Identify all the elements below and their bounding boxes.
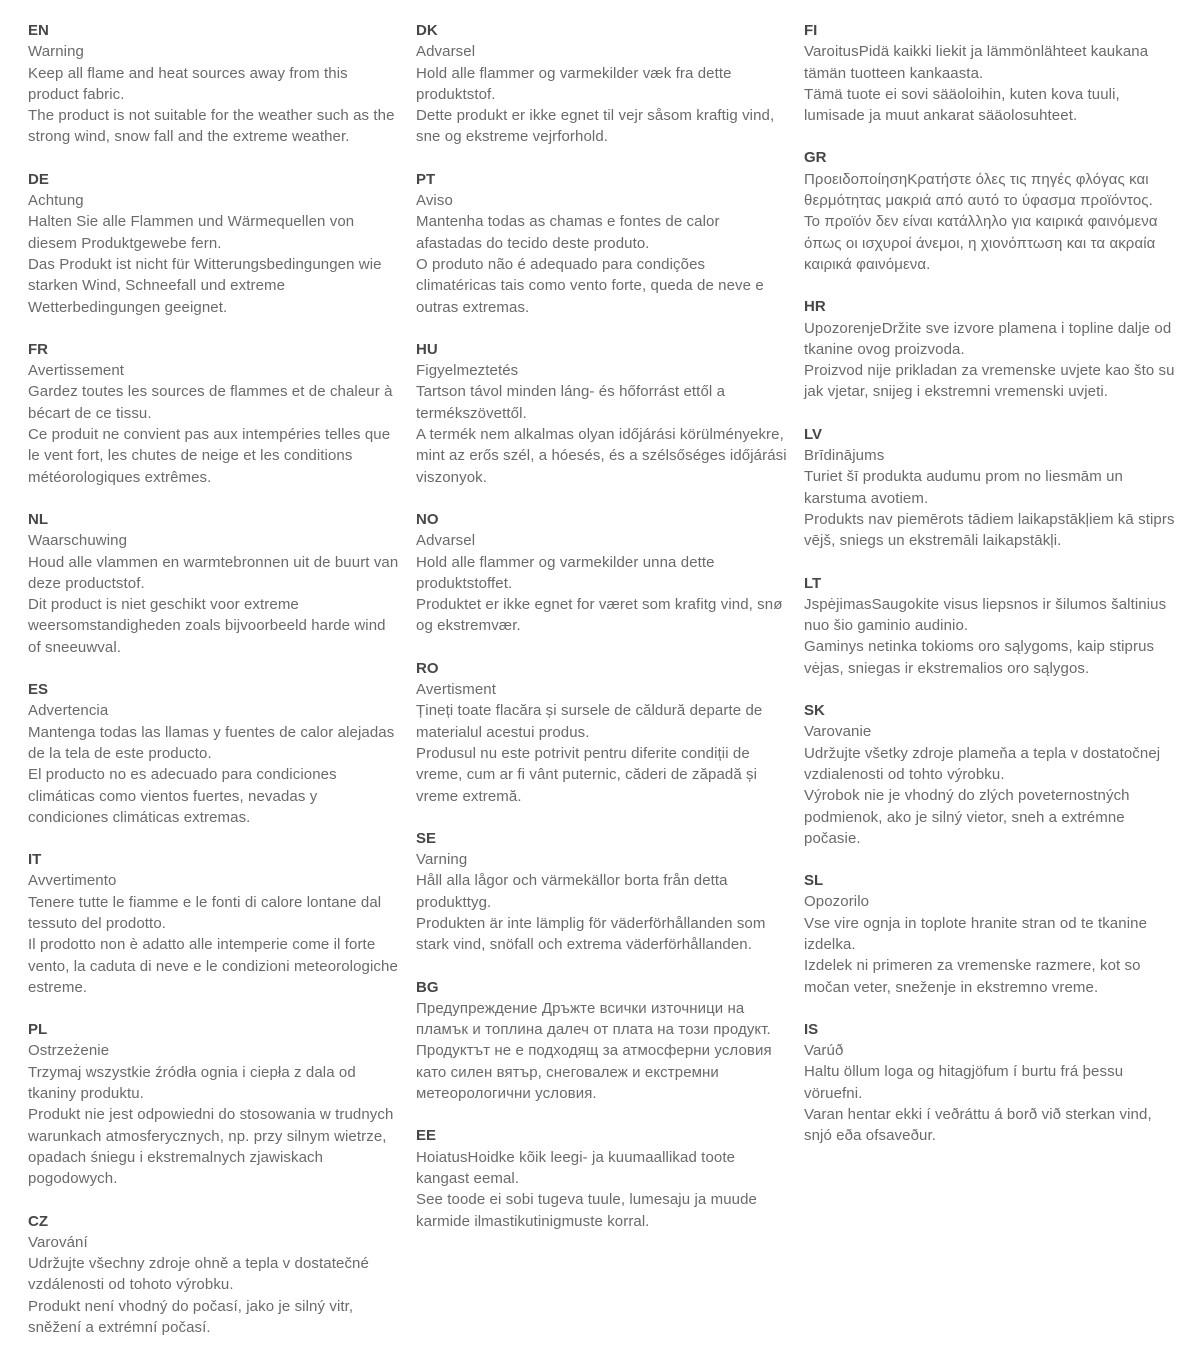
language-code: CZ (28, 1212, 48, 1230)
warning-text: Avvertimento (28, 872, 117, 890)
language-code: LV (804, 425, 823, 443)
language-section-cz (28, 1211, 400, 1339)
warning-text: Dette produkt er ikke egnet til vejr såsom kraftig vind, sne og ekstreme vejrforhold. (416, 107, 775, 146)
language-section-es (28, 679, 400, 828)
language-code: NO (416, 510, 439, 528)
warning-text: Opozorilo (804, 893, 870, 911)
warning-text: Tenere tutte le fiamme e le fonti di calore lontane dal tessuto del prodotto. (28, 893, 382, 932)
warning-text: Gardez toutes les sources de flammes et de chaleur à bécart de ce tissu. (28, 383, 393, 422)
warning-text: Výrobok nie je vhodný do zlých poveternostných podmienok, ako je silný vietor, sneh a extrémne počasie. (804, 787, 1130, 847)
warning-text: Advertencia (28, 702, 109, 720)
warning-text: Hold alle flammer og varmekilder væk fra dette produktstof. (416, 64, 732, 103)
warning-text: Houd alle vlammen en warmtebronnen uit de buurt van deze productstof. (28, 553, 399, 592)
warning-text: Dit product is niet geschikt voor extreme weersomstandigheden zoals bijvoorbeeld harde wind of sneeuwval. (28, 596, 386, 656)
warning-text: Mantenha todas as chamas e fontes de calor afastadas do tecido deste produto. (416, 213, 720, 252)
warning-text: Waarschuwing (28, 532, 128, 550)
warning-text: Το προϊόν δεν είναι κατάλληλο για καιρικά φαινόμενα όπως οι ισχυροί άνεμοι, η χιονόπτωση και τα ακραία καιρικά φαινόμενα. (804, 213, 1158, 273)
warning-text: Produkt nie jest odpowiedni do stosowania w trudnych warunkach atmosferycznych, np. przy silnym wietrze, opadach śniegu i ekstremalnych zjawiskach pogodowych. (28, 1106, 394, 1188)
language-section-hr (804, 296, 1176, 402)
warning-text: Avertissement (28, 362, 125, 380)
warning-text: Warning (28, 43, 84, 61)
warning-text: Das Produkt ist nicht für Witterungsbedingungen wie starken Wind, Schneefall und extreme Wetterbedingungen geeignet. (28, 255, 382, 316)
warning-text: Produsul nu este potrivit pentru diferite condiții de vreme, cum ar fi vânt puternic, căderi de zăpadă și vreme extremă. (416, 744, 758, 805)
warning-text: Țineți toate flacăra și sursele de căldură departe de materialul acestui produs. (416, 702, 763, 741)
warning-text: Advarsel (416, 43, 476, 61)
warning-text: Aviso (416, 192, 453, 210)
warning-text: Varovanie (804, 723, 872, 741)
language-section-is (804, 1019, 1176, 1147)
language-code: IT (28, 851, 42, 869)
warning-text: El producto no es adecuado para condiciones climáticas como vientos fuertes, nevadas y condiciones climáticas extremas. (28, 766, 337, 826)
warning-column-1 (28, 20, 400, 1359)
warning-text: Brīdinājums (804, 447, 885, 465)
warning-text: Haltu öllum loga og hitagjöfum í burtu frá þessu vöruefni. (804, 1063, 1124, 1102)
warning-text: Figyelmeztetés (416, 362, 519, 380)
language-code: FR (28, 340, 48, 358)
warning-text: Proizvod nije prikladan za vremenske uvjete kao što su jak vjetar, snijeg i ekstremni vremenski uvjeti. (804, 362, 1175, 401)
warning-text: O produto não é adequado para condições climatéricas tais como vento forte, queda de neve e outras extremas. (416, 255, 764, 316)
warning-text: Mantenga todas las llamas y fuentes de calor alejadas de la tela de este producto. (28, 723, 395, 762)
language-code: EE (416, 1127, 437, 1145)
warning-text: Trzymaj wszystkie źródła ognia i ciepła z dala od tkaniny produktu. (28, 1063, 356, 1103)
warning-text: Hold alle flammer og varmekilder unna dette produktstoffet. (416, 553, 715, 592)
language-code: SE (416, 829, 437, 847)
language-section-de (28, 169, 400, 318)
warning-text: Turiet šī produkta audumu prom no liesmām un karstuma avotiem. (804, 468, 1123, 507)
language-code: NL (28, 510, 48, 528)
warning-text: Tämä tuote ei sovi sääoloihin, kuten kova tuuli, lumisade ja muut ankarat sääolosuhteet. (804, 85, 1120, 125)
warning-text: Produkt není vhodný do počasí, jako je silný vitr, sněžení a extrémní počasí. (28, 1297, 354, 1337)
language-code: SK (804, 702, 825, 720)
language-code: HU (416, 340, 438, 358)
warning-column-3 (804, 20, 1176, 1359)
warning-text: VaroitusPidä kaikki liekit ja lämmönlähteet kaukana tämän tuotteen kankaasta. (804, 43, 1149, 82)
warning-text: Izdelek ni primeren za vremenske razmere, kot so močan veter, sneženje in ekstremno vreme. (804, 957, 1141, 996)
warning-text: Il prodotto non è adatto alle intemperie come il forte vento, la caduta di neve e le condizioni meteorologiche estreme. (28, 936, 398, 996)
language-section-en (28, 20, 400, 148)
warning-text: Продуктът не е подходящ за атмосферни условия като силен вятър, снеговалеж и екстремни метеорологични условия. (416, 1042, 772, 1103)
warning-text: Varúð (804, 1042, 844, 1060)
warning-text: Halten Sie alle Flammen und Wärmequellen von diesem Produktgewebe fern. (28, 213, 355, 252)
warning-text: Ce produit ne convient pas aux intempéries telles que le vent fort, les chutes de neige et les conditions météorologiques extrêmes. (28, 426, 391, 486)
language-code: IS (804, 1020, 819, 1038)
language-code: HR (804, 298, 826, 316)
language-section-se (416, 828, 788, 956)
warning-text: Produktet er ikke egnet for været som krafitg vind, snø og ekstremvær. (416, 596, 783, 635)
language-code: LT (804, 574, 822, 592)
language-code: DK (416, 22, 438, 39)
warning-text: Achtung (28, 192, 84, 210)
warning-text: JspėjimasSaugokite visus liepsnos ir šilumos šaltinius nuo šio gaminio audinio. (804, 595, 1167, 635)
language-section-fr (28, 339, 400, 488)
warning-text: Varan hentar ekki í veðráttu á borð við sterkan vind, snjó eða ofsaveður. (804, 1106, 1152, 1145)
language-section-hu (416, 339, 788, 488)
warning-text: Avertisment (416, 681, 497, 699)
warning-text: Produkts nav piemērots tādiem laikapstākļiem kā stiprs vējš, sniegs un ekstremāli laikapstākļi. (804, 510, 1175, 550)
language-code: PL (28, 1021, 48, 1039)
warning-text: Gaminys netinka tokioms oro sąlygoms, kaip stiprus vėjas, sniegas ir ekstremalios oro sąlygos. (804, 638, 1155, 677)
language-section-sl (804, 870, 1176, 998)
warning-text: Ostrzeżenie (28, 1042, 110, 1060)
warning-text: HoiatusHoidke kõik leegi- ja kuumaallikad toote kangast eemal. (416, 1148, 736, 1187)
warning-text: Vse vire ognja in toplote hranite stran od te tkanine izdelka. (804, 914, 1148, 953)
warning-text: A termék nem alkalmas olyan időjárási körülményekre, mint az erős szél, a hóesés, és a szélsőséges időjárási viszonyok. (416, 426, 787, 486)
language-section-gr (804, 147, 1176, 275)
language-section-dk (416, 20, 788, 148)
language-section-sk (804, 700, 1176, 849)
warning-text: Varování (28, 1233, 88, 1251)
language-section-lv (804, 424, 1176, 552)
warning-text: Tartson távol minden láng- és hőforrást ettől a termékszövettől. (416, 383, 726, 422)
language-section-ee (416, 1125, 788, 1231)
warning-text: Produkten är inte lämplig för väderförhållanden som stark vind, snöfall och extrema väderförhållanden. (416, 914, 766, 954)
language-code: BG (416, 978, 439, 996)
warning-text: Предупреждение Дръжте всички източници на пламък и топлина далеч от плата на този продукт. (416, 999, 771, 1039)
warning-text: Håll alla lågor och värmekällor borta från detta produkttyg. (416, 872, 728, 911)
language-code: PT (416, 170, 436, 188)
language-section-lt (804, 573, 1176, 679)
warning-text: ΠροειδοποίησηΚρατήστε όλες τις πηγές φλόγας και θερμότητας μακριά από αυτό το ύφασμα προϊόντος. (804, 170, 1153, 210)
warning-text: Udržujte všechny zdroje ohně a tepla v dostatečné vzdálenosti od tohoto výrobku. (28, 1255, 369, 1294)
warning-text: UpozorenjeDržite sve izvore plamena i topline dalje od tkanine ovog proizvoda. (804, 319, 1172, 358)
warning-text: Udržujte všetky zdroje plameňa a tepla v dostatočnej vzdialenosti od tohto výrobku. (804, 744, 1161, 783)
language-section-pt (416, 169, 788, 318)
warning-text: Keep all flame and heat sources away from this product fabric. (28, 64, 348, 103)
language-section-bg (416, 977, 788, 1105)
language-code: SL (804, 872, 824, 890)
language-code: DE (28, 170, 49, 188)
warning-text: Varning (416, 851, 468, 869)
warning-column-2 (416, 20, 788, 1359)
language-section-it (28, 849, 400, 998)
warning-text: See toode ei sobi tugeva tuule, lumesaju ja muude karmide ilmastikutinigmuste korral. (416, 1191, 757, 1230)
language-section-ro (416, 658, 788, 807)
warning-text: Advarsel (416, 532, 476, 550)
language-section-fi (804, 20, 1176, 126)
language-section-no (416, 509, 788, 637)
language-code: ES (28, 681, 49, 699)
language-code: RO (416, 659, 439, 677)
language-code: EN (28, 22, 49, 39)
language-section-nl (28, 509, 400, 658)
warning-text: The product is not suitable for the weather such as the strong wind, snow fall and the extreme weather. (28, 107, 395, 146)
language-code: GR (804, 149, 827, 167)
language-code: FI (804, 22, 818, 39)
language-section-pl (28, 1019, 400, 1189)
